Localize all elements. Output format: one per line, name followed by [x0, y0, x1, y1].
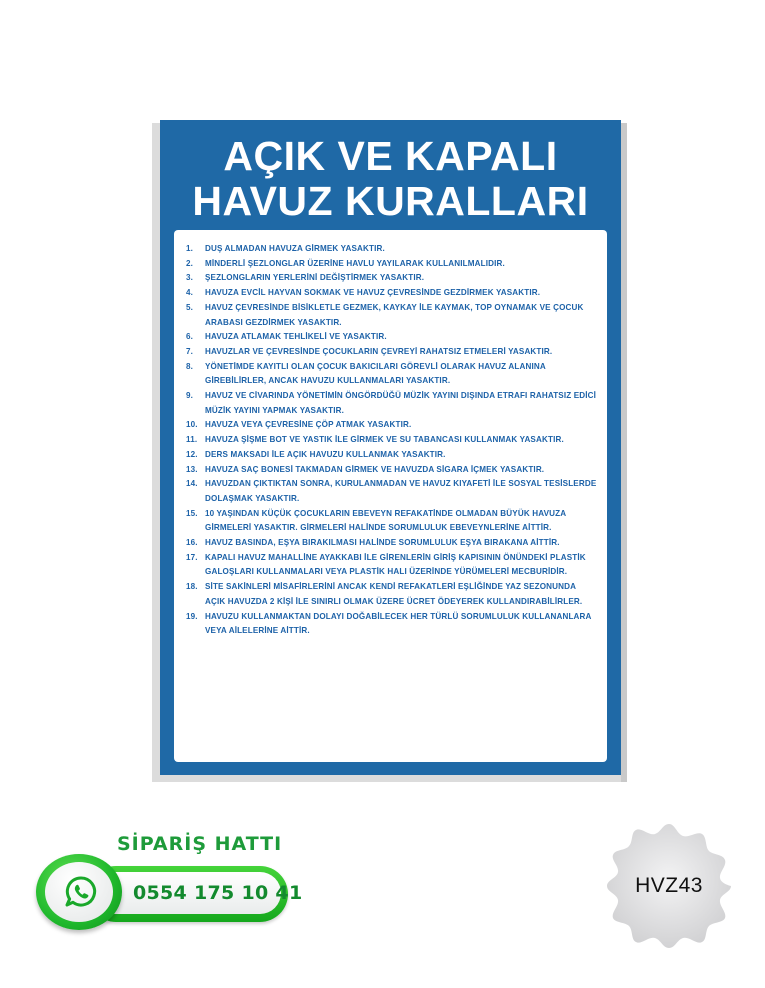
- rule-number: 3.: [186, 273, 194, 283]
- rule-item: [186, 242, 597, 257]
- rule-text: HAVUZA ATLAMAK TEHLİKELİ VE YASAKTIR.: [205, 332, 387, 342]
- rule-item: [186, 257, 597, 272]
- rule-number: 2.: [186, 258, 194, 268]
- rule-text: KAPALI HAVUZ MAHALLİNE AYAKKABI İLE GİRENLERİN GİRİŞ KAPISININ ÖNÜNDEKİ PLASTİK GALOŞLARI KULLANMALARI VEYA PLASTİK HALI ÜZERİNDE YÜRÜMELERİ MECBURİDİR.: [205, 552, 586, 577]
- whatsapp-badge: [45, 862, 113, 922]
- rule-item: [186, 301, 597, 330]
- rule-number: 16.: [186, 538, 198, 548]
- rule-item: [186, 477, 597, 506]
- sign-title-line1: AÇIK VE KAPALI: [223, 133, 558, 179]
- rule-number: 18.: [186, 582, 198, 592]
- product-code: HVZ43: [635, 874, 703, 897]
- rule-text: HAVUZLAR VE ÇEVRESİNDE ÇOCUKLARIN ÇEVREYİ RAHATSIZ ETMELERİ YASAKTIR.: [205, 346, 553, 356]
- rule-text: HAVUZ BASINDA, EŞYA BIRAKILMASI HALİNDE SORUMLULUK EŞYA BIRAKANA AİTTİR.: [205, 538, 560, 548]
- rule-number: 8.: [186, 361, 194, 371]
- rule-text: DUŞ ALMADAN HAVUZA GİRMEK YASAKTIR.: [205, 244, 385, 253]
- sign-edge: [621, 123, 627, 782]
- rule-number: 11.: [186, 435, 198, 445]
- rule-item: [186, 448, 597, 463]
- rule-number: 1.: [186, 244, 194, 253]
- rule-number: 13.: [186, 464, 198, 474]
- sign-title-line2: HAVUZ KURALLARI: [192, 178, 589, 224]
- rule-number: 9.: [186, 391, 194, 401]
- rule-text: ŞEZLONGLARIN YERLERİNİ DEĞİŞTİRMEK YASAKTIR.: [205, 273, 425, 283]
- rule-number: 17.: [186, 552, 198, 562]
- rule-text: HAVUZU KULLANMAKTAN DOLAYI DOĞABİLECEK HER TÜRLÜ SORUMLULUK KULLANANLARA VEYA AİLELERİNE AİTTİR.: [205, 611, 592, 636]
- rule-item: [186, 360, 597, 389]
- rule-item: [186, 271, 597, 286]
- rule-text: HAVUZDAN ÇIKTIKTAN SONRA, KURULANMADAN VE HAVUZ KIYAFETİ İLE SOSYAL TESİSLERDE DOLAŞMAK YASAKTIR.: [205, 479, 597, 503]
- rule-number: 7.: [186, 346, 194, 356]
- rule-text: MİNDERLİ ŞEZLONGLAR ÜZERİNE HAVLU YAYILARAK KULLANILMALIDIR.: [205, 258, 505, 268]
- rule-item: [186, 389, 597, 418]
- rules-panel: [174, 230, 607, 762]
- product-code-badge: [605, 822, 733, 950]
- rule-text: DERS MAKSADI İLE AÇIK HAVUZU KULLANMAK YASAKTIR.: [205, 449, 446, 459]
- rule-item: [186, 330, 597, 345]
- rule-item: [186, 433, 597, 448]
- rule-item: [186, 286, 597, 301]
- rule-number: 5.: [186, 302, 194, 312]
- whatsapp-icon: [63, 874, 99, 910]
- rule-item: [186, 463, 597, 478]
- rule-text: YÖNETİMDE KAYITLI OLAN ÇOCUK BAKICILARI GÖREVLİ OLARAK HAVUZ ALANINA GİREBİLİRLER, ANCAK HAVUZU KULLANMALARI YASAKTIR.: [205, 361, 546, 386]
- pool-rules-sign: [160, 120, 621, 775]
- rule-text: HAVUZ ÇEVRESİNDE BİSİKLETLE GEZMEK, KAYKAY İLE KAYMAK, TOP OYNAMAK VE ÇOCUK ARABASI GEZDİRMEK YASAKTIR.: [205, 302, 584, 327]
- rule-text: HAVUZA EVCİL HAYVAN SOKMAK VE HAVUZ ÇEVRESİNDE GEZDİRMEK YASAKTIR.: [205, 288, 541, 298]
- order-phone-number[interactable]: 0554 175 10 41: [133, 882, 303, 904]
- rule-number: 10.: [186, 420, 198, 430]
- rule-text: HAVUZA VEYA ÇEVRESİNE ÇÖP ATMAK YASAKTIR.: [205, 420, 412, 430]
- rule-text: SİTE SAKİNLERİ MİSAFİRLERİNİ ANCAK KENDİ REFAKATLERİ EŞLİĞİNDE YAZ SEZONUNDA AÇIK HAVUZDA 2 KİŞİ İLE SINIRLI OLMAK ÜZERE ÜCRET ÖDEYEREK KULLANDIRABİLİRLER.: [205, 582, 583, 606]
- rule-number: 6.: [186, 332, 194, 342]
- sign-title: [160, 134, 621, 224]
- rule-number: 4.: [186, 288, 194, 298]
- rule-text: 10 YAŞINDAN KÜÇÜK ÇOCUKLARIN EBEVEYN REFAKATİNDE OLMADAN BÜYÜK HAVUZA GİRMELERİ YASAKTIR. GİRMELERİ HALİNDE SORUMLULUK EBEVEYNLERİNE AİTTİR.: [205, 508, 566, 533]
- order-hotline-title: SİPARİŞ HATTI: [117, 833, 283, 855]
- rule-item: [186, 507, 597, 536]
- rule-text: HAVUZ VE CİVARINDA YÖNETİMİN ÖNGÖRDÜĞÜ MÜZİK YAYINI DIŞINDA ETRAFI RAHATSIZ EDİCİ MÜZİK YAYINI YAPMAK YASAKTIR.: [205, 391, 597, 415]
- rule-item: [186, 551, 597, 580]
- rule-number: 14.: [186, 479, 198, 489]
- rule-number: 19.: [186, 611, 198, 621]
- rule-number: 12.: [186, 449, 198, 459]
- rule-item: [186, 418, 597, 433]
- rule-item: [186, 610, 597, 639]
- rule-number: 15.: [186, 508, 198, 518]
- whatsapp-button[interactable]: [36, 854, 122, 930]
- rule-item: [186, 580, 597, 609]
- rule-item: [186, 536, 597, 551]
- rules-list: [186, 242, 597, 639]
- rule-text: HAVUZA SAÇ BONESİ TAKMADAN GİRMEK VE HAVUZDA SİGARA İÇMEK YASAKTIR.: [205, 464, 545, 474]
- rule-item: [186, 345, 597, 360]
- rule-text: HAVUZA ŞİŞME BOT VE YASTIK İLE GİRMEK VE SU TABANCASI KULLANMAK YASAKTIR.: [205, 435, 564, 445]
